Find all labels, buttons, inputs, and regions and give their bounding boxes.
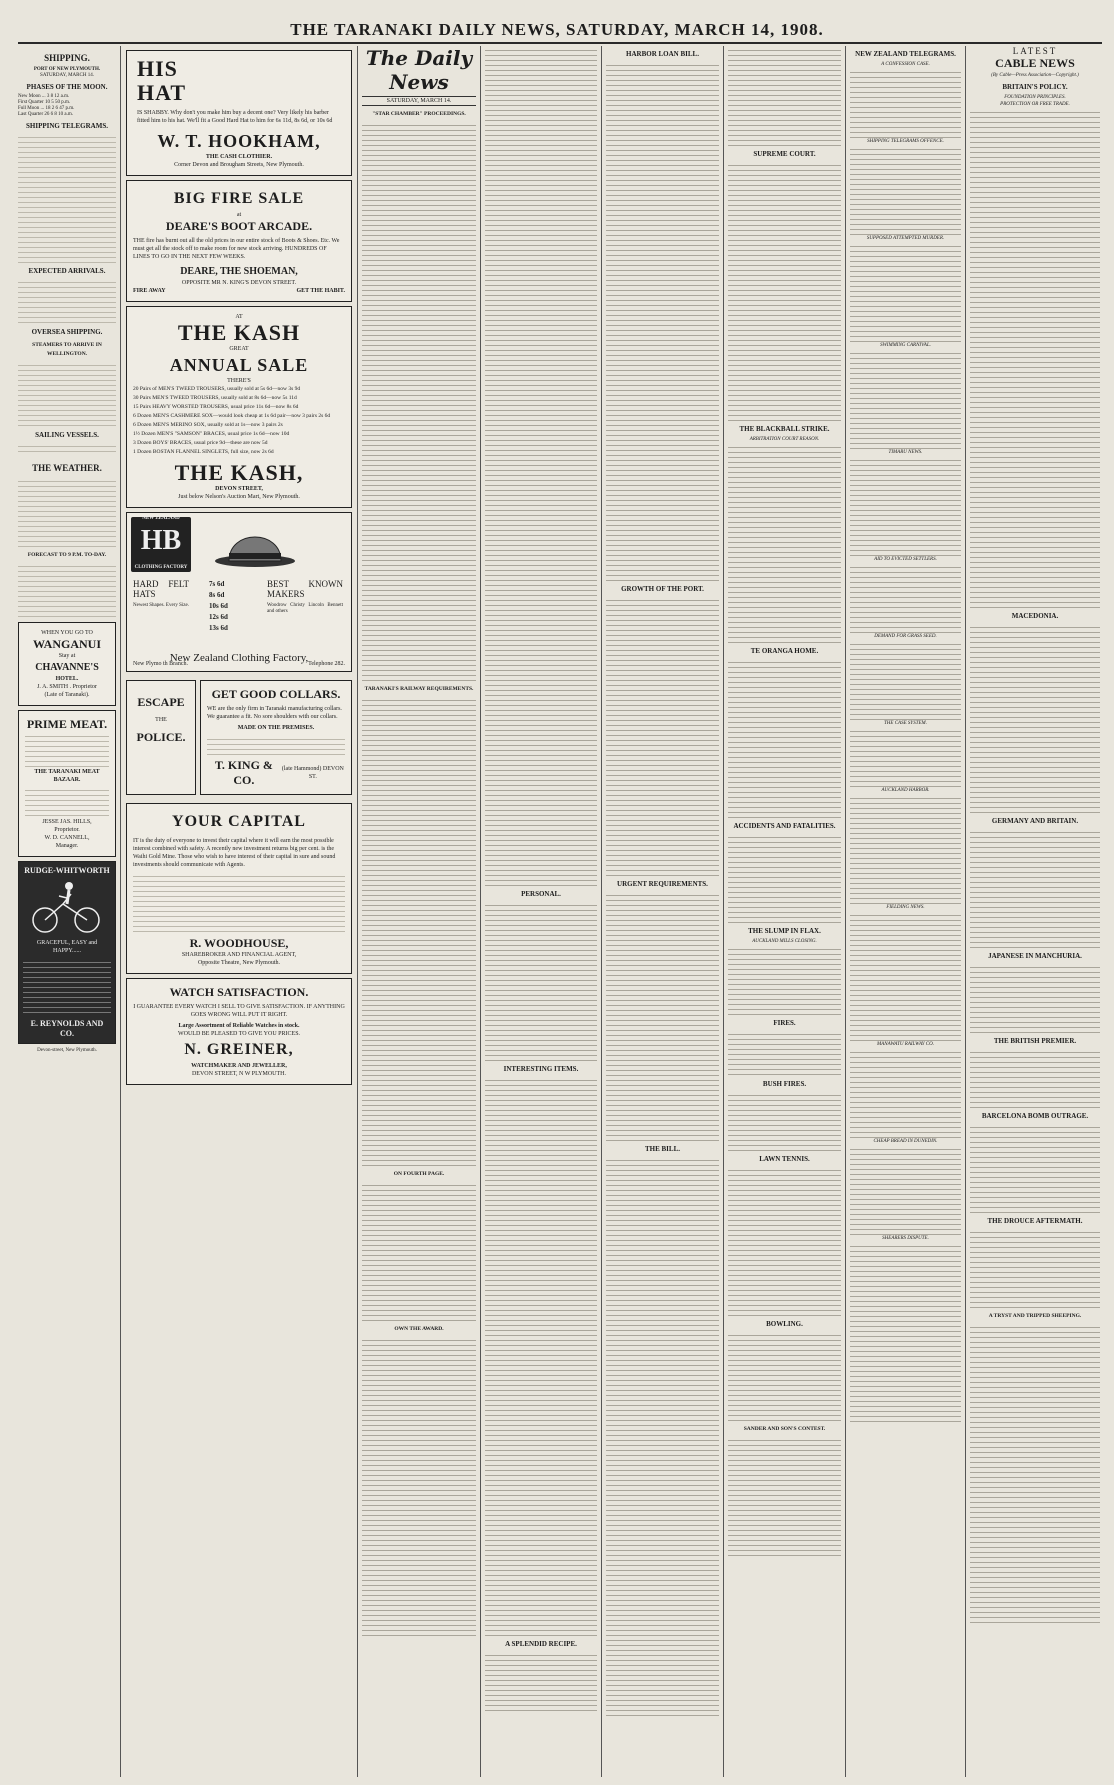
editorial-dateline: SATURDAY, MARCH 14. — [362, 96, 476, 106]
hat-price: 12s 6d — [209, 613, 228, 621]
article-subheading: PROTECTION OR FREE TRADE. — [1000, 102, 1070, 107]
best-known-text: BEST KNOWN MAKERS — [267, 579, 343, 599]
meat-manager-role: Manager. — [55, 843, 79, 849]
article-heading: SANDER AND SON'S CONTEST. — [743, 1426, 826, 1432]
deare-ad — [126, 180, 352, 302]
hard-felt-label — [133, 579, 189, 609]
article-heading: PERSONAL. — [521, 890, 561, 898]
article-body — [485, 1651, 597, 1711]
collars-blurb: WE are the only firm in Taranaki manufacturing collars. We guarantee a fit. No sore shoulders with our collars. — [207, 706, 342, 720]
hat-price-list — [209, 579, 249, 634]
hat-price: 10s 6d — [209, 602, 228, 610]
article-heading: BOWLING. — [766, 1320, 803, 1328]
article-body — [728, 46, 841, 146]
article-body — [362, 121, 476, 681]
fire-blurb: THE fire has burnt out all the old prices in our entire stock of Boots & Shoes. Etc. We must get all the stock off to make room for new stock arriving. HUNDREDS OF LINES TO GO IN THE NEXT FEW WEEKS. — [133, 238, 340, 260]
kash-theres: THERE'S — [227, 378, 251, 384]
greiner-name: N. GREINER, — [184, 1041, 294, 1058]
article-heading: HARBOR LOAN BILL. — [626, 50, 699, 58]
article-body — [728, 1030, 841, 1076]
king-name: T. KING & CO. — [214, 758, 273, 787]
article-heading: A TRYST AND TRIPPED SHEEPING. — [988, 1313, 1082, 1319]
weather-heading: THE WEATHER. — [32, 463, 102, 473]
nz-clothing-ad — [126, 512, 352, 672]
article-heading: TE ORANGA HOME. — [750, 647, 819, 655]
port-line: PORT OF NEW PLYMOUTH. — [33, 67, 101, 72]
article-body — [728, 1331, 841, 1421]
moon-row: New Moon ... 3 8 12 a.m. — [18, 94, 70, 99]
article-body — [606, 596, 719, 876]
article-body — [728, 1436, 841, 1556]
article-body — [850, 68, 961, 138]
kash-heading: THE KASH — [177, 320, 301, 345]
article-body — [850, 1048, 961, 1138]
rudge-body — [23, 958, 111, 1016]
column-shipping — [18, 46, 116, 1779]
rudge-title: RUDGE-WHITWORTH — [24, 866, 110, 875]
article-body — [850, 1242, 961, 1422]
article-heading: URGENT REQUIREMENTS. — [617, 880, 708, 888]
article-body — [850, 1145, 961, 1235]
article-body — [850, 349, 961, 449]
hb-logo-letters: HB — [140, 525, 182, 556]
article-body — [606, 891, 719, 1141]
proprietor-line: J. A. SMITH . Proprietor — [37, 684, 97, 690]
meat-owner: JESSE JAS. HILLS, — [42, 819, 92, 825]
sale-item: 20 Pairs of MEN'S TWEED TROUSERS, usually sold at 5s 6d—now 3s 9d — [133, 386, 301, 392]
article-body — [970, 1323, 1100, 1623]
nzcf-footer — [133, 652, 345, 667]
greiner-ad — [126, 978, 352, 1085]
column-divider — [601, 46, 602, 1777]
column-divider — [480, 46, 481, 1777]
capital-body — [133, 872, 345, 932]
collars-heading: GET GOOD COLLARS. — [211, 687, 341, 701]
column-divider — [357, 46, 358, 1777]
meat-details — [25, 786, 109, 816]
kash-annual-sale: ANNUAL SALE — [169, 355, 309, 375]
article-subheading: AID TO EVICTED SETTLERS. — [874, 557, 937, 562]
meat-body — [25, 732, 109, 768]
sale-item: 15 Pairs HEAVY WORSTED TROUSERS, usual price 11s 6d—now 8s 6d — [133, 404, 299, 410]
article-heading: THE SLUMP IN FLAX. — [748, 927, 821, 935]
hat-price: 13s 6d — [209, 624, 228, 632]
column-divider — [965, 46, 966, 1777]
get-habit: GET THE HABIT. — [296, 288, 345, 294]
article-heading: THE BLACKBALL STRIKE. — [739, 425, 830, 433]
article-heading: SUPREME COURT. — [753, 150, 816, 158]
article-body — [728, 443, 841, 643]
column-news-5 — [606, 46, 719, 1779]
hat-blurb: IS SHABBY. Why don't you make him buy a decent one? Very likely his barber fitted him to his hat. We'll fit a Good Hard Hat to him for 6s 11d, 8s 6d, or 10s 6d — [137, 110, 333, 124]
article-subheading: FOUNDATION PRINCIPLES. — [1004, 95, 1066, 100]
reynolds-address: Devon-street, New Plymouth. — [37, 1048, 97, 1053]
rudge-whitworth-ad — [18, 861, 116, 1044]
cyclist-illustration — [23, 876, 109, 936]
hat-price: 8s 6d — [209, 591, 225, 599]
sale-item: 1½ Dozen MEN'S "SAMSON" BRACES, usual price 1s 6d—now 10d — [133, 431, 290, 437]
hookham-address: Corner Devon and Brougham Streets, New Plymouth. — [174, 162, 304, 168]
sale-item: 6 Dozen MEN'S MERINO SOX, usually sold at 1s—now 3 pairs 2s — [133, 422, 283, 428]
sailing-body — [18, 442, 116, 456]
escape-police-ad — [126, 680, 196, 795]
watch-blurb: I GUARANTEE EVERY WATCH I SELL TO GIVE SATISFACTION. IF ANYTHING GOES WRONG WILL PUT IT RIGHT. — [133, 1004, 345, 1018]
sale-item: 3 Dozen BOYS' BRACES, usual price 9d—these are now 5d — [133, 440, 268, 446]
hb-logo-top: NEW ZEALAND — [142, 516, 180, 521]
article-heading: THE BILL. — [644, 1145, 680, 1153]
article-subheading: DEMAND FOR GRASS SEED. — [874, 634, 937, 639]
reynolds-name: E. REYNOLDS AND CO. — [30, 1019, 104, 1038]
weather-body — [18, 477, 116, 547]
moon-row: Full Moon ... 18 2 6 47 p.m. — [18, 106, 75, 111]
article-body — [850, 242, 961, 342]
expected-body — [18, 278, 116, 324]
nzcf-branch: New Plymo th Branch. — [133, 661, 188, 667]
deare-address: OPPOSITE MR N. KING'S DEVON STREET. — [181, 280, 297, 286]
article-body — [970, 108, 1100, 608]
article-subheading: SUPPOSED ATTEMPTED MURDER. — [866, 236, 945, 241]
article-body — [970, 1123, 1100, 1213]
hotel-label: HOTEL. — [55, 676, 79, 682]
woodhouse-address: Opposite Theatre, New Plymouth. — [197, 960, 281, 966]
hookham-sub: THE CASH CLOTHIER. — [205, 154, 273, 160]
article-body — [728, 945, 841, 1015]
article-body — [850, 456, 961, 556]
steamers-body — [18, 361, 116, 427]
article-body — [485, 901, 597, 1061]
article-subheading: CHEAP BREAD IN DUNEDIN. — [873, 1139, 938, 1144]
article-heading: JAPANESE IN MANCHURIA. — [988, 952, 1082, 960]
hard-felt-text: HARD FELT HATS — [133, 579, 189, 599]
watch-stock: Large Assortment of Reliable Watches in stock. — [178, 1023, 300, 1029]
press-association-line: (By Cable—Press Association—Copyright.) — [991, 73, 1079, 78]
collars-premises: MADE ON THE PREMISES. — [237, 725, 315, 731]
article-heading: GROWTH OF THE PORT. — [621, 585, 704, 593]
nzcf-telephone: Telephone 282. — [308, 661, 345, 667]
chavanne-name: CHAVANNE'S — [35, 662, 99, 673]
collars-body — [207, 735, 345, 755]
article-subheading: SHIPPING TELEGRAMS OFFENCE. — [867, 139, 944, 144]
article-body — [728, 161, 841, 421]
capital-blurb: IT is the duty of everyone to invest their capital where it will earn the most possible interest combined with safety. A recently new investment returns big per cent. is the Waihi Gold Mine. Those who wish to have interest of their capital in sure and sound investments should communicate with Agents. — [133, 838, 336, 868]
article-body — [850, 727, 961, 787]
newest-shapes-text: Newest Shapes. Every Size. — [133, 603, 189, 608]
hb-logo-bottom: CLOTHING FACTORY — [134, 565, 188, 570]
daily-news-nameplate: The Daily News — [365, 46, 473, 94]
bowler-hat-illustration — [213, 521, 297, 569]
escape-collars-row — [126, 676, 352, 799]
article-subheading: SHEARERS DISPUTE. — [882, 1236, 929, 1241]
article-heading: NEW ZEALAND TELEGRAMS. — [855, 50, 956, 58]
article-heading: A SPLENDID RECIPE. — [505, 1640, 577, 1648]
moon-row: First Quarter 10 5 50 p.m. — [18, 100, 71, 105]
chavanne-ad — [18, 622, 116, 706]
police-text: POLICE. — [136, 730, 186, 744]
article-heading: LAWN TENNIS. — [759, 1155, 810, 1163]
article-heading: ACCIDENTS AND FATALITIES. — [733, 822, 836, 830]
article-body — [728, 1166, 841, 1316]
kash-at: AT — [235, 314, 243, 320]
column-divider — [120, 46, 121, 1777]
article-subheading: THE CASE SYSTEM. — [884, 721, 927, 726]
article-heading: MACEDONIA. — [1011, 612, 1059, 620]
article-subheading: AUCKLAND HARBOR. — [881, 788, 930, 793]
fire-sale-heading: BIG FIRE SALE — [173, 190, 305, 207]
wanganui-name: WANGANUI — [32, 637, 101, 651]
meat-ad — [18, 710, 116, 857]
escape-text: ESCAPE — [137, 695, 185, 709]
article-subheading: A CONFESSION CASE. — [881, 62, 930, 67]
column-cable-news — [970, 46, 1100, 1779]
woodhouse-sub: SHAREBROKER AND FINANCIAL AGENT, — [181, 952, 297, 958]
article-heading: ON FOURTH PAGE. — [393, 1171, 445, 1177]
hat-heading: HAT — [137, 80, 187, 105]
article-body — [485, 46, 597, 886]
article-body — [970, 1048, 1100, 1108]
article-heading: GERMANY AND BRITAIN. — [991, 817, 1079, 825]
greiner-sub: WATCHMAKER AND JEWELLER, — [191, 1063, 287, 1069]
kash-great: GREAT — [229, 346, 249, 352]
article-subheading: ARBITRATION COURT REASON. — [749, 437, 820, 442]
watch-prices: WOULD BE PLEASED TO GIVE YOU PRICES. — [177, 1031, 301, 1037]
article-body — [850, 145, 961, 235]
king-sub: (late Hammond) DEVON ST. — [281, 766, 344, 780]
the-text: THE — [155, 717, 167, 723]
article-heading: THE DROUCE AFTERMATH. — [987, 1217, 1083, 1225]
forecast-heading: FORECAST TO 9 P.M. TO-DAY. — [27, 552, 107, 558]
date-line: SATURDAY, MARCH 14. — [40, 73, 94, 78]
nzcf-name: New Zealand Clothing Factory, — [169, 652, 309, 664]
column-divider — [723, 46, 724, 1777]
his-heading: HIS — [137, 56, 178, 81]
wanganui-when: WHEN YOU GO TO — [41, 630, 93, 636]
deare-name: DEARE, THE SHOEMAN, — [180, 266, 298, 277]
article-heading: THE BRITISH PREMIER. — [993, 1037, 1077, 1045]
article-heading: "STAR CHAMBER" PROCEEDINGS. — [372, 111, 466, 117]
cable-news-heading: CABLE NEWS — [995, 56, 1075, 70]
newspaper-masthead-title: THE TARANAKI DAILY NEWS, SATURDAY, MARCH 14, 1908. — [290, 20, 824, 39]
kash-address: Just below Nelson's Auction Mart, New Plymouth. — [178, 494, 300, 500]
stay-at: Stay at — [58, 653, 76, 659]
fire-away: FIRE AWAY — [133, 288, 166, 294]
article-body — [362, 1336, 476, 1636]
article-body — [850, 640, 961, 720]
article-body — [970, 1228, 1100, 1308]
article-body — [485, 1076, 597, 1636]
column-nz-telegrams — [850, 46, 961, 1779]
article-body — [728, 833, 841, 923]
article-subheading: MANAWATU RAILWAY CO. — [877, 1042, 934, 1047]
woodhouse-ad — [126, 803, 352, 974]
column-advertisements — [126, 46, 352, 1779]
sale-item: 6 Dozen MEN'S CASHMERE SOX—would look cheap at 1s 6d pair—now 3 pairs 2s 6d — [133, 413, 331, 419]
masthead-rule — [18, 42, 1102, 44]
article-body — [362, 696, 476, 1166]
sale-item: 30 Pairs MEN'S TWEED TROUSERS, usually sold at 8s 6d—now 5s 11d — [133, 395, 297, 401]
makers-text: Woodrow Christy Lincoln Bennett and others — [267, 603, 343, 614]
steamers-heading: STEAMERS TO ARRIVE IN WELLINGTON. — [32, 342, 102, 357]
king-collars-ad — [200, 680, 352, 795]
hookham-name: W. T. HOOKHAM, — [157, 131, 321, 151]
article-heading: OWN THE AWARD. — [394, 1326, 444, 1332]
telegrams-heading: SHIPPING TELEGRAMS. — [26, 122, 108, 130]
hat-price: 7s 6d — [209, 580, 225, 588]
article-heading: BRITAIN'S POLICY. — [1002, 83, 1068, 91]
moon-row: Last Quarter 26 6 8 10 a.m. — [18, 112, 73, 117]
watch-heading: WATCH SATISFACTION. — [169, 985, 309, 999]
column-editorial — [362, 46, 476, 1779]
deare-footer — [133, 287, 345, 295]
article-subheading: SWIMMING CARNIVAL. — [880, 343, 931, 348]
article-body — [970, 623, 1100, 813]
deare-arcade: DEARE'S BOOT ARCADE. — [165, 219, 313, 233]
telegrams-body — [18, 133, 116, 263]
article-body — [850, 563, 961, 633]
article-heading: BARCELONA BOMB OUTRAGE. — [981, 1112, 1089, 1120]
article-heading: BUSH FIRES. — [762, 1080, 807, 1088]
sale-item: 1 Dozen BOSTAN FLANNEL SINGLETS, full size, now 2s 6d — [133, 449, 274, 455]
article-body — [728, 658, 841, 818]
article-body — [970, 963, 1100, 1033]
moon-heading: PHASES OF THE MOON. — [26, 83, 108, 91]
king-footer — [207, 758, 345, 788]
article-heading: FIRES. — [773, 1019, 796, 1027]
article-subheading: FIELDING NEWS. — [886, 905, 925, 910]
expected-heading: EXPECTED ARRIVALS. — [28, 267, 106, 275]
meat-manager: W. D. CANNELL, — [44, 835, 90, 841]
article-subheading: AUCKLAND MILLS CLOSING. — [752, 939, 817, 944]
article-body — [970, 828, 1100, 948]
capital-heading: YOUR CAPITAL — [172, 813, 306, 830]
kash-ad — [126, 306, 352, 508]
article-heading: TARANAKI'S RAILWAY REQUIREMENTS. — [364, 686, 474, 692]
shipping-heading: SHIPPING. — [44, 53, 90, 63]
hookham-ad — [126, 50, 352, 176]
oversea-heading: OVERSEA SHIPPING. — [31, 328, 103, 336]
prime-meat: PRIME MEAT. — [26, 717, 108, 731]
article-body — [850, 794, 961, 904]
meat-owner-role: Proprietor. — [54, 827, 80, 833]
kash-devon: DEVON STREET, — [215, 486, 263, 492]
woodhouse-name: R. WOODHOUSE, — [189, 936, 289, 950]
hb-logo — [131, 517, 191, 572]
article-body — [728, 1091, 841, 1151]
article-body — [606, 61, 719, 581]
article-body — [606, 1156, 719, 1716]
rudge-tagline: GRACEFUL, EASY and HAPPY...... — [36, 940, 98, 954]
latest-heading: LATEST — [1012, 46, 1058, 56]
best-makers — [267, 579, 343, 615]
article-body — [362, 1181, 476, 1321]
forecast-body — [18, 562, 116, 618]
kash-heading-2: THE KASH, — [174, 460, 304, 485]
sailing-heading: SAILING VESSELS. — [35, 431, 99, 439]
late-of-line: (Late of Taranaki). — [44, 692, 90, 698]
article-body — [850, 911, 961, 1041]
column-news-6 — [728, 46, 841, 1779]
meat-bazaar: THE TARANAKI MEAT BAZAAR. — [34, 769, 100, 783]
at-word: at — [236, 212, 242, 218]
article-heading: INTERESTING ITEMS. — [503, 1065, 579, 1073]
greiner-address: DEVON STREET, N W PLYMOUTH. — [191, 1071, 287, 1077]
column-divider — [845, 46, 846, 1777]
article-subheading: TIMARU NEWS. — [888, 450, 923, 455]
column-news-4 — [485, 46, 597, 1779]
